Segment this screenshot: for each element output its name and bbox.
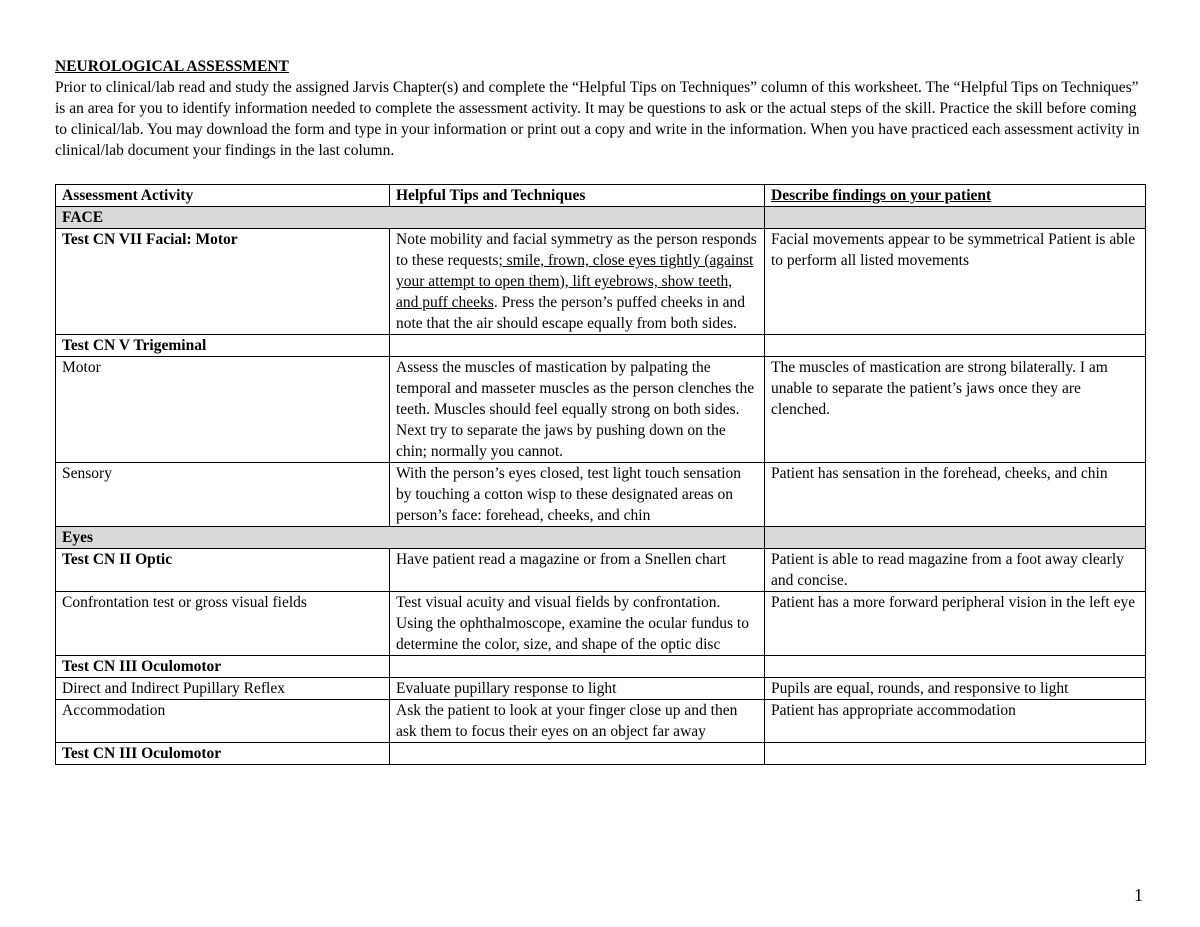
tips-cell: Note mobility and facial symmetry as the person responds to these requests; smile, frown, close eyes tightly (against your attempt to open them), lift eyebrows, show teeth, and puff cheeks. Press the person’s puffed cheeks in and note that the air should escape equally from both sides. [390,229,765,335]
findings-cell: Facial movements appear to be symmetrical Patient is able to perform all listed movements [765,229,1146,335]
findings-cell: Pupils are equal, rounds, and responsive to light [765,678,1146,700]
table-row [56,549,1146,592]
section-label: Eyes [56,527,765,549]
intro-paragraph: Prior to clinical/lab read and study the assigned Jarvis Chapter(s) and complete the “Helpful Tips on Techniques” column of this worksheet. The “Helpful Tips on Techniques” is an area for you to identify information needed to complete the assessment activity. It may be questions to ask or the actual steps of the skill. Practice the skill before coming to clinical/lab. You may download the form and type in your information or print out a copy and write in the information. When you have practiced each assessment activity in clinical/lab document your findings in the last column. [55,79,1140,159]
table-row [56,229,1146,335]
activity-cell: Test CN V Trigeminal [56,335,390,357]
table-row [56,700,1146,743]
section-row-face [56,207,1146,229]
table-row [56,357,1146,463]
activity-cell: Test CN III Oculomotor [56,743,390,765]
tips-cell [390,335,765,357]
findings-cell [765,743,1146,765]
table-row [56,463,1146,527]
activity-cell: Sensory [56,463,390,527]
assessment-table [55,184,1146,765]
activity-cell: Test CN III Oculomotor [56,656,390,678]
header-findings: Describe findings on your patient [765,185,1146,207]
findings-cell [765,335,1146,357]
table-row [56,743,1146,765]
tips-cell: Test visual acuity and visual fields by confrontation. Using the ophthalmoscope, examine the ocular fundus to determine the color, size, and shape of the optic disc [390,592,765,656]
findings-cell: Patient is able to read magazine from a foot away clearly and concise. [765,549,1146,592]
activity-cell: Test CN II Optic [56,549,390,592]
header-tips: Helpful Tips and Techniques [390,185,765,207]
page-number: 1 [1134,885,1143,905]
table-row [56,335,1146,357]
activity-cell: Accommodation [56,700,390,743]
activity-cell: Test CN VII Facial: Motor [56,229,390,335]
findings-cell: Patient has appropriate accommodation [765,700,1146,743]
tips-cell [390,656,765,678]
header-activity: Assessment Activity [56,185,390,207]
tips-cell: With the person’s eyes closed, test light touch sensation by touching a cotton wisp to these designated areas on person’s face: forehead, cheeks, and chin [390,463,765,527]
table-header-row [56,185,1146,207]
tips-cell: Evaluate pupillary response to light [390,678,765,700]
table-row [56,678,1146,700]
table-row [56,592,1146,656]
findings-cell: Patient has sensation in the forehead, cheeks, and chin [765,463,1146,527]
activity-cell: Confrontation test or gross visual fields [56,592,390,656]
table-row [56,656,1146,678]
findings-cell [765,656,1146,678]
section-row-eyes [56,527,1146,549]
activity-cell: Direct and Indirect Pupillary Reflex [56,678,390,700]
page-title: NEUROLOGICAL ASSESSMENT [55,58,289,75]
findings-cell: The muscles of mastication are strong bilaterally. I am unable to separate the patient’s jaws once they are clenched. [765,357,1146,463]
activity-cell: Motor [56,357,390,463]
tips-cell: Have patient read a magazine or from a Snellen chart [390,549,765,592]
tips-cell: Ask the patient to look at your finger close up and then ask them to focus their eyes on an object far away [390,700,765,743]
section-label: FACE [56,207,765,229]
tips-cell [390,743,765,765]
tips-cell: Assess the muscles of mastication by palpating the temporal and masseter muscles as the person clenches the teeth. Muscles should feel equally strong on both sides. Next try to separate the jaws by pushing down on the chin; normally you cannot. [390,357,765,463]
findings-cell: Patient has a more forward peripheral vision in the left eye [765,592,1146,656]
